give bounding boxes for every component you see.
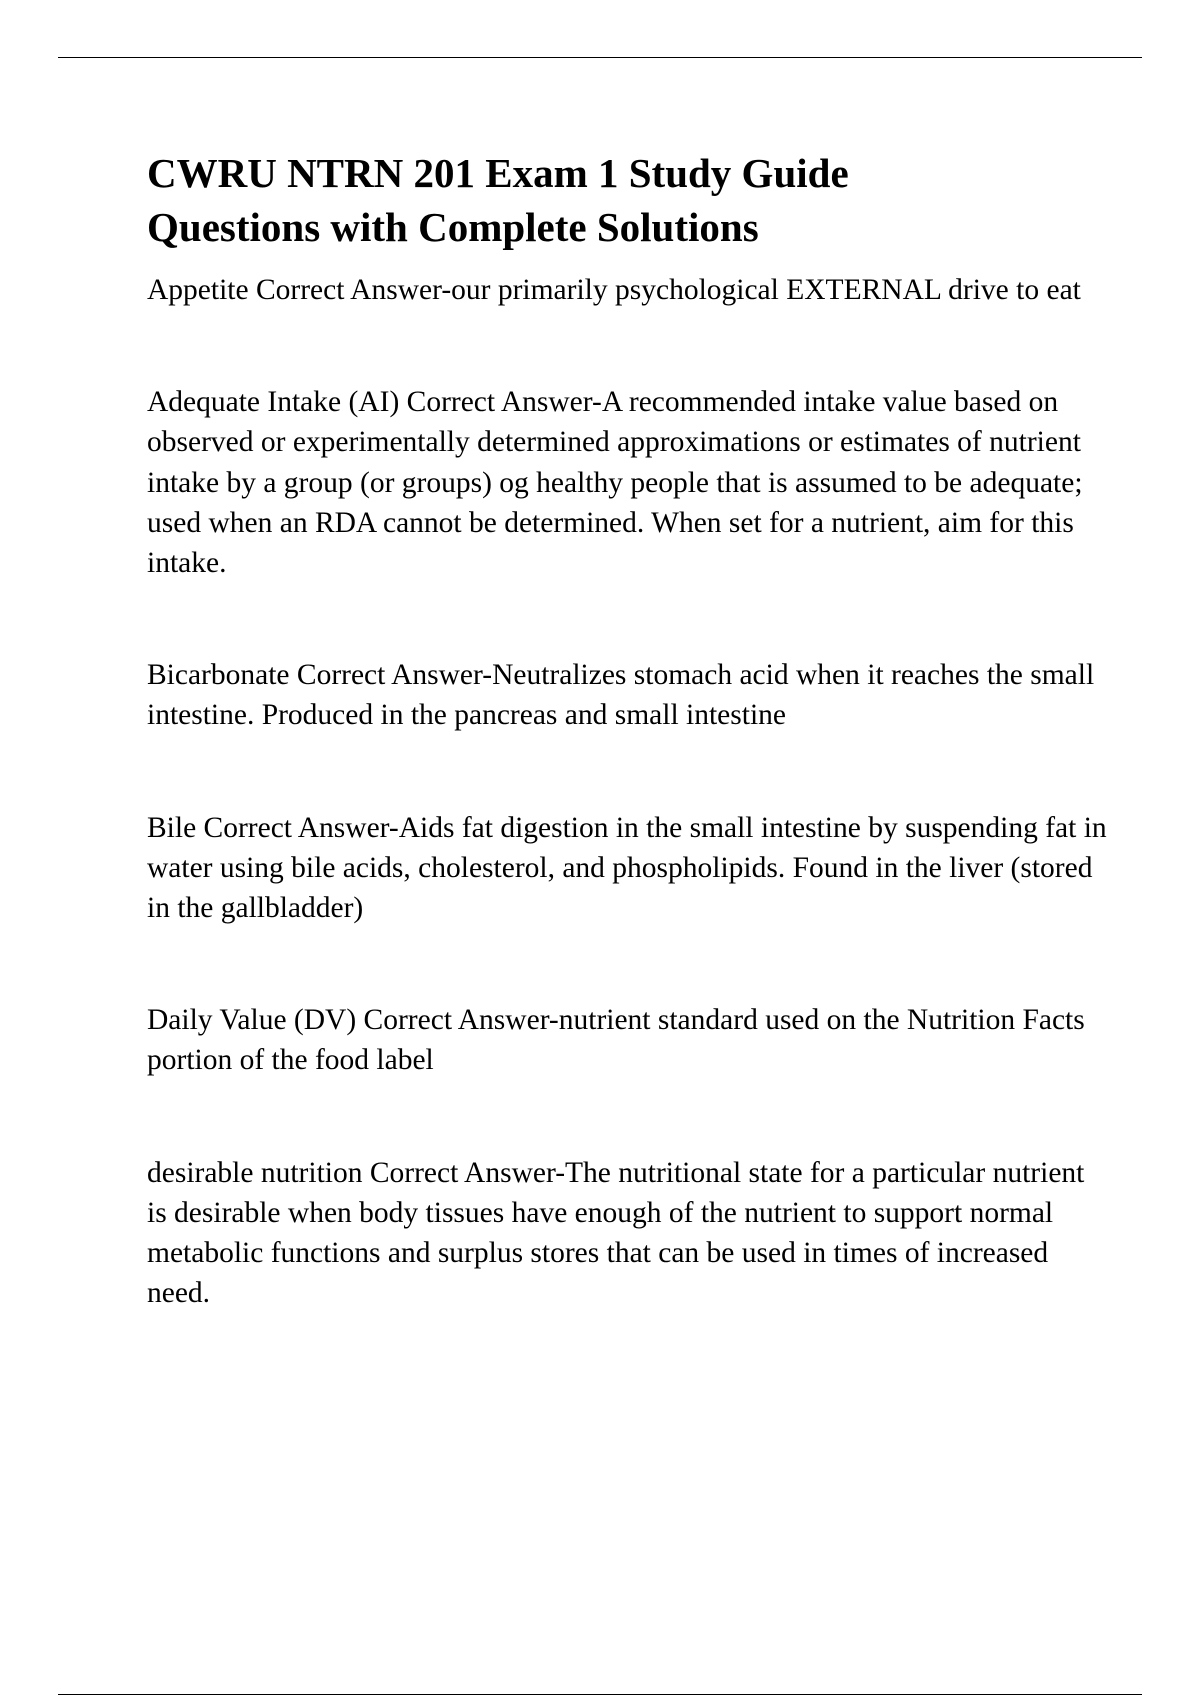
entry-daily-value: Daily Value (DV) Correct Answer-nutrient standard used on the Nutrition Facts portion of the food label: [147, 1004, 1085, 1077]
page-title: [147, 146, 1107, 254]
entry-desirable-nutrition: desirable nutrition Correct Answer-The nutritional state for a particular nutrient is desirable when body tissues have enough of the nutrient to support normal metabolic functions and surplus stores that can be used in times of increased need.: [147, 1156, 1085, 1310]
entry-bile: Bile Correct Answer-Aids fat digestion in the small intestine by suspending fat in water using bile acids, cholesterol, and phospholipids. Found in the liver (stored in the gallbladder): [147, 811, 1107, 925]
page-title-line-1: CWRU NTRN 201 Exam 1 Study Guide: [147, 150, 849, 196]
study-guide-entries: [147, 270, 1107, 1313]
entry-bicarbonate: Bicarbonate Correct Answer-Neutralizes stomach acid when it reaches the small intestine. Produced in the pancreas and small intestine: [147, 659, 1095, 732]
footer-rule: [58, 1694, 1142, 1695]
entry-adequate-intake: Adequate Intake (AI) Correct Answer-A recommended intake value based on observed or experimentally determined approximations or estimates of nutrient intake by a group (or groups) og healthy people that is assumed to be adequate; used when an RDA cannot be determined. When set for a nutrient, aim for this intake.: [147, 386, 1083, 580]
page-title-line-2: Questions with Complete Solutions: [147, 204, 759, 250]
entry-appetite: Appetite Correct Answer-our primarily psychological EXTERNAL drive to eat: [147, 274, 1081, 306]
header-rule: [58, 57, 1142, 58]
